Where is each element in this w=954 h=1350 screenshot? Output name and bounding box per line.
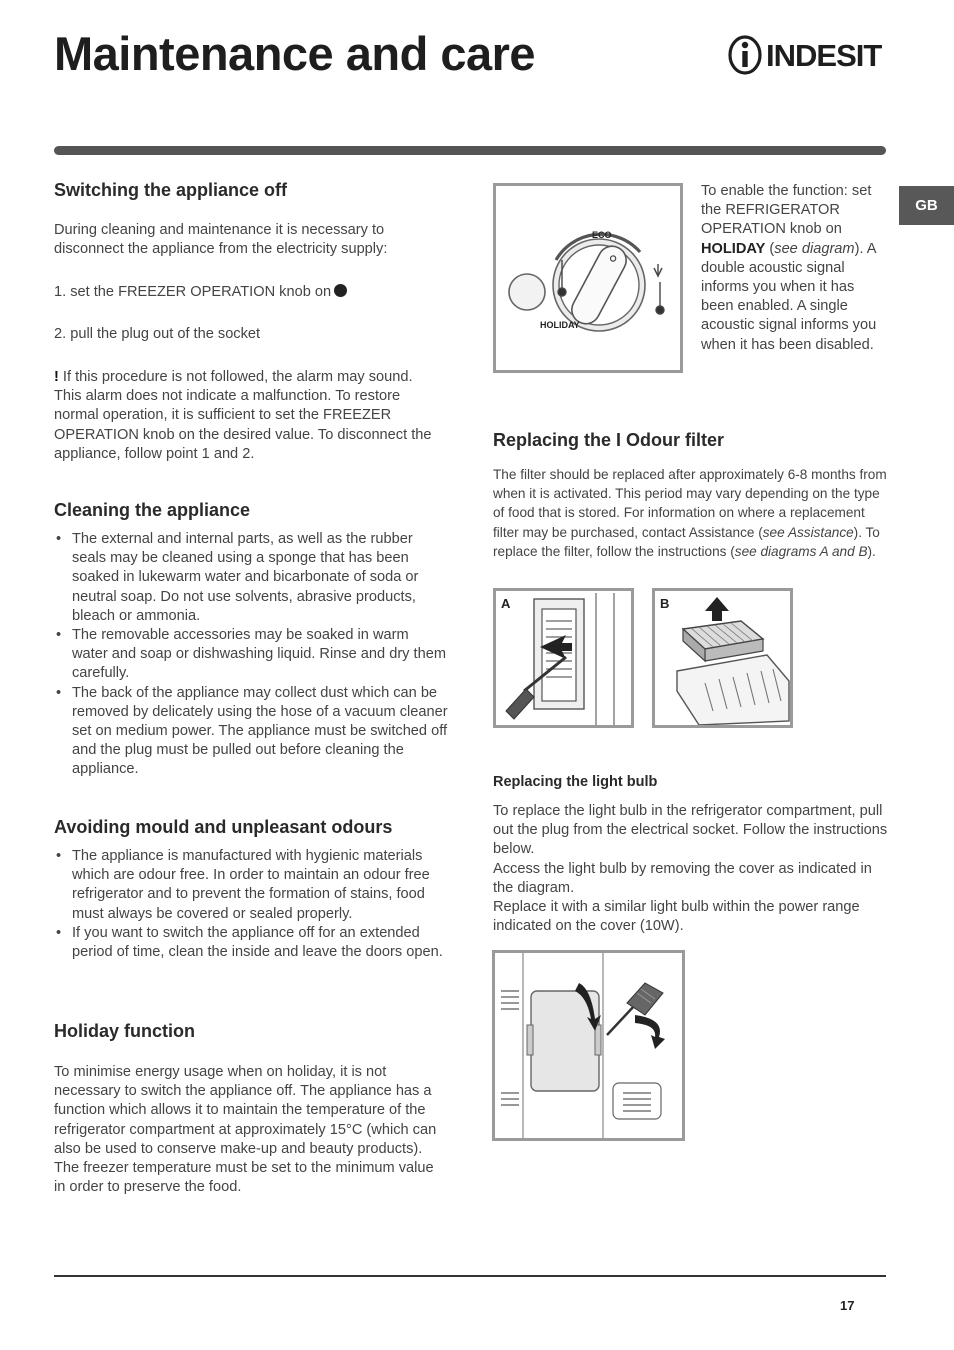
holiday-instr-text: ). A double acoustic signal informs you when it has been enabled. A single acoustic signal informs you when it has been disabled.: [701, 240, 877, 353]
filter-removal-illustration: [496, 591, 631, 725]
indesit-logo: [726, 34, 888, 76]
footer-divider: [54, 1275, 886, 1277]
off-position-icon: [334, 284, 347, 297]
odour-text: The filter should be replaced after approximately 6-8 months from when it is activated. This period may vary depending on the type of food that is stored. For information on where a replacement filter may be purchased, contact Assistance (: [493, 467, 887, 540]
warning-text: If this procedure is not followed, the alarm may sound. This alarm does not indicate a malfunction. To restore normal operation, it is sufficient to set the FREEZER OPERATION knob on the desired value. To disconnect the appliance, follow point 1 and 2.: [54, 369, 432, 462]
language-tab: GB: [899, 186, 954, 225]
list-item: • If you want to switch the appliance off for an extended period of time, clean the inside and leave the doors open.: [54, 924, 450, 962]
page-number: 17: [840, 1298, 855, 1313]
mould-heading: Avoiding mould and unpleasant odours: [54, 817, 393, 837]
holiday-knob-diagram: [493, 183, 683, 373]
holiday-instructions: [701, 182, 881, 355]
odour-italic: see Assistance: [762, 524, 854, 540]
list-item: • The removable accessories may be soaked in warm water and soap or dishwashing liquid. Rinse and dry them carefully.: [54, 626, 448, 684]
odour-text: ). To replace the filter, follow the instructions (: [493, 524, 880, 559]
filter-diagram-b: [652, 588, 793, 728]
list-item: • The back of the appliance may collect dust which can be removed by delicately using the hose of a vacuum cleaner set on medium power. The appliance must be switched off and the plug must be pulled out before cleaning the appliance.: [54, 684, 448, 780]
light-bulb-line: Access the light bulb by removing the cover as indicated in the diagram.: [493, 860, 872, 896]
switching-off-step1: [54, 283, 434, 302]
cleaning-heading: Cleaning the appliance: [54, 500, 251, 520]
page-title: Maintenance and care: [54, 27, 536, 80]
holiday-instr-italic: see diagram: [774, 240, 855, 257]
odour-filter-heading: Replacing the I Odour filter: [493, 430, 725, 450]
brand-name: INDESIT: [766, 38, 882, 73]
diagram-a-label: A: [501, 596, 511, 611]
header-divider: [54, 146, 886, 155]
cleaning-list: [54, 530, 448, 780]
light-bulb-body: [493, 802, 889, 936]
filter-diagram-a: [493, 588, 634, 728]
switching-off-warning: [54, 368, 439, 464]
holiday-instr-text: (: [765, 240, 775, 257]
filter-insert-illustration: [655, 591, 790, 725]
step1-text: 1. set the FREEZER OPERATION knob on: [54, 284, 332, 300]
switching-off-heading: Switching the appliance off: [54, 180, 288, 200]
odour-text: ).: [867, 543, 876, 559]
brand-mark-icon: [726, 34, 766, 76]
light-bulb-line: To replace the light bulb in the refrigerator compartment, pull out the plug from the electrical socket. Follow the instructions below.: [493, 803, 888, 858]
list-item: • The external and internal parts, as well as the rubber seals may be cleaned using a sponge that has been soaked in lukewarm water and bicarbonate of soda or neutral soap. Do not use solvents, abrasive products, bleach or ammonia.: [54, 530, 448, 626]
light-bulb-line: Replace it with a similar light bulb within the power range indicated on the cover (10W).: [493, 899, 860, 935]
switching-off-step2: 2. pull the plug out of the socket: [54, 326, 261, 342]
diagram-b-label: B: [660, 596, 670, 611]
holiday-body: To minimise energy usage when on holiday, it is not necessary to switch the appliance off. The appliance has a function which allows it to maintain the temperature of the refrigerator compartment at approximately 15°C (which can also be used to conserve make-up and beauty products). The freezer temperature must be set to the minimum value in order to preserve the food.: [54, 1064, 437, 1196]
holiday-heading: Holiday function: [54, 1021, 195, 1041]
eco-label: ECO: [592, 230, 612, 240]
warning-mark: !: [54, 369, 59, 385]
light-bulb-diagram: [492, 950, 685, 1141]
light-cover-illustration: [495, 953, 682, 1138]
holiday-label: HOLIDAY: [540, 320, 580, 330]
odour-italic: see diagrams A and B: [734, 543, 868, 559]
mould-list: [54, 847, 450, 962]
odour-filter-body: [493, 465, 889, 561]
switching-off-intro: During cleaning and maintenance it is necessary to disconnect the appliance from the electricity supply:: [54, 222, 388, 258]
light-bulb-heading: Replacing the light bulb: [493, 774, 658, 790]
holiday-instr-bold: HOLIDAY: [701, 240, 766, 257]
knob-illustration: [496, 186, 680, 370]
holiday-instr-text: To enable the function: set the REFRIGERATOR OPERATION knob on: [701, 183, 872, 238]
list-item: • The appliance is manufactured with hygienic materials which are odour free. In order to maintain an odour free refrigerator and to prevent the formation of stains, food must always be covered or sealed properly.: [54, 847, 450, 924]
